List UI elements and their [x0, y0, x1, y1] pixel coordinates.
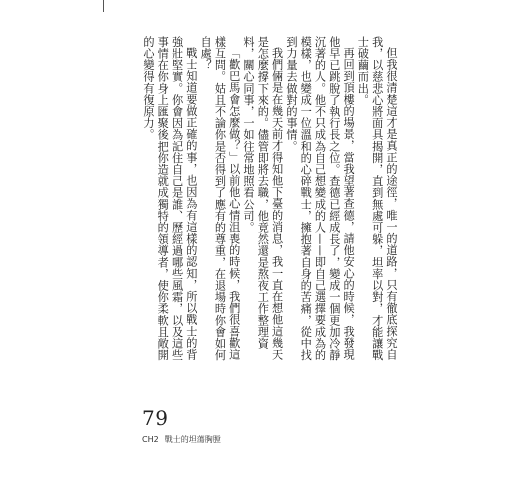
page-number: 79 [142, 406, 169, 430]
crop-mark [103, 0, 104, 12]
paragraph-1: 但我很清楚這才是真正的途徑，唯一的道路，只有徹底探究自我，以慈悲心將面具揭開，直到無處可躲，坦率以對，才能讓戰士破繭而出。 [356, 36, 398, 361]
paragraph-5: 戰士知道要做正確的事，也因為有這樣的認知，所以戰士的背強壯堅實。你會因為記住自己是誰、歷經過哪些風霜，以及這些事情在你身上匯聚後把你造就成獨特的領導者，使你柔軟且敞開的心變得有復原力。 [142, 36, 198, 361]
body-text [142, 36, 398, 366]
paragraph-3: 我們倆是在幾天前才得知他下臺的消息，我一直在想他這幾天是怎麼撐下來的。儘管即將去職，他竟然還是熬夜工作整理資料，關心同事，一如往常地照看公司。 [242, 36, 284, 361]
running-footer [142, 434, 221, 445]
chapter-title: 戰士的坦蕩胸膛 [164, 435, 221, 444]
chapter-label: CH2 [142, 435, 159, 444]
paragraph-4: 「歡巴馬會怎麼做？」以前他心情沮喪的時候，我們很喜歡這樣互問。姑且不論你是否得到了應有的尊重，在退場時你會如何自處？ [199, 36, 241, 361]
paragraph-2: 再回到頂樓的場景，當我望著查德，請他安心的時候，我發現他早已跳脫了執行長之位。查德已經成長了，變成一個更加冷靜沉著的人。他不只成為自己想變成的人——即自己選擇要成為的模樣，也變成一位溫和的心碎戰士，擁抱著自身的苦痛，從中找到力量去做對的事情。 [284, 36, 356, 361]
